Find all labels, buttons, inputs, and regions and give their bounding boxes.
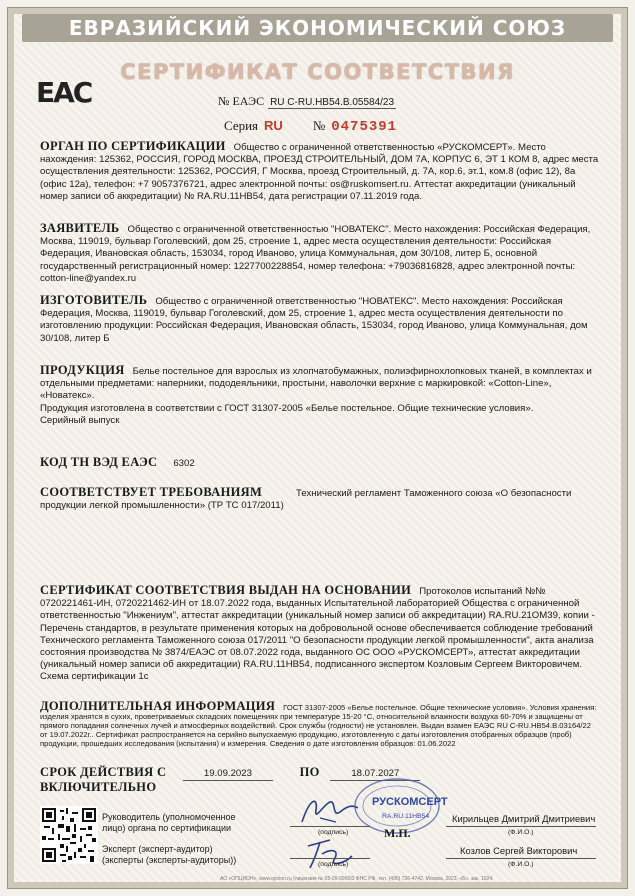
- applicant-section: [40, 222, 600, 285]
- head-name-hint: (Ф.И.О.): [508, 829, 534, 836]
- manufacturer-text: Общество с ограниченной ответственностью "НОВАТЕКС". Место нахождения: Российская Федерация, Москва, 119019, бульвар Гоголевский, дом 25, строение 1, адрес места осуществления деятельности по изготовлению продукции: Российская Федерация, Ивановская область, 153034, город Иваново, улица Коммунальная, дом 30/108, литер Б: [40, 296, 588, 344]
- series-row: [224, 118, 397, 135]
- hs-code-heading: КОД ТН ВЭД ЕАЭС: [40, 455, 158, 469]
- requirements-heading: СООТВЕТСТВУЕТ ТРЕБОВАНИЯМ: [40, 485, 263, 499]
- manufacturer-heading: ИЗГОТОВИТЕЛЬ: [40, 293, 148, 307]
- qr-code: [40, 806, 98, 864]
- product-standard: Продукция изготовлена в соответствии с ГОСТ 31307-2005 «Белье постельное. Общие технические условия».: [40, 402, 534, 414]
- validity-heading: СРОК ДЕЙСТВИЯ С: [40, 765, 167, 779]
- requirements-section: [40, 486, 600, 512]
- body-heading: ОРГАН ПО СЕРТИФИКАЦИИ: [40, 139, 226, 153]
- product-heading: ПРОДУКЦИЯ: [40, 363, 125, 377]
- validity-inclusive: ВКЛЮЧИТЕЛЬНО: [40, 780, 157, 795]
- cert-number-label: № ЕАЭС: [218, 94, 265, 108]
- requirements-text: Технический регламент Таможенного союза «О безопасности продукции легкой промышленности» (ТР ТС 017/2011): [40, 488, 572, 512]
- head-signature-line: [290, 826, 370, 827]
- validity-section: [40, 766, 600, 795]
- head-label: Руководитель (уполномоченное лицо) органа по сертификации: [102, 812, 236, 833]
- series-value: RU: [264, 118, 283, 133]
- validity-from: 19.09.2023: [183, 768, 273, 781]
- additional-info-text: ГОСТ 31307-2005 «Белье постельное. Общие технические условия». Условия хранения: изделия хранятся в сухих, проветриваемых складских помещениях при температуре 15-20 °С, относительной влажности воздуха 60-70% и защищены от прямого попадания солнечных лучей и атмосферных воздействий. Срок службы (годности) не установлен. Выдан взамен ЕАЭС RU С-RU.НВ54.В.03164/22 от 19.07.2022г.. Сертификат распространяется на серийно выпускаемую продукцию, изготовленную с даты изготовления отобранных образцов (проб) продукции, прошедших исследования (испытания) и измерения. Сведения о дате изготовления образцов: 01.06.2022: [40, 703, 597, 748]
- basis-text: Протоколов испытаний №№ 0720221461-ИН, 0720221462-ИН от 18.07.2022 года, выданных Испытательной лабораторией Общества с ограниченной ответственностью "Инжениум", аттестат аккредитации (уникальный номер записи об аккредитации) RA.RU.21ОМ39, копии - Перечень стандартов, в результате применения которых на добровольной основе обеспечивается соблюдение требований Технического регламента Таможенного союза 017/2011 "О безопасности продукции легкой промышленности", акта анализа состояния производства № 3874/ЕАЭС от 08.07.2022 года, выданного ОС ООО «РУСКОМСЕРТ», аттестат аккредитации (уникальный номер записи об аккредитации) RA.RU.11НВ54, подписанного экспертом Козловым Сергеем Викторовичем.: [40, 586, 595, 671]
- cert-number-value: RU С-RU.НВ54.В.05584/23: [270, 97, 395, 108]
- product-serial: Серийный выпуск: [40, 414, 120, 426]
- head-name-line: [446, 826, 596, 827]
- expert-name-line: [446, 858, 596, 859]
- number-sign: №: [312, 118, 326, 133]
- expert-label: Эксперт (эксперт-аудитор) (эксперты (эксперты-аудиторы)): [102, 844, 237, 865]
- stamp-registration: RA.RU.11НВ54: [382, 813, 430, 820]
- expert-signature-hint: (подпись): [318, 861, 349, 868]
- printer-footer: АО «ОПЦИОН», www.opcion.ru (лицензия № 05-05-09/003 ФНС РФ, тел. (495) 726-4742, Москва, 2023, «Б». зак. 1024.: [220, 876, 494, 882]
- certification-body-section: [40, 140, 600, 203]
- expert-name: Козлов Сергей Викторович: [460, 845, 578, 856]
- series-label: Серия: [224, 118, 259, 133]
- basis-heading: СЕРТИФИКАТ СООТВЕТСТВИЯ ВЫДАН НА ОСНОВАНИИ: [40, 583, 412, 597]
- validity-to-label: ПО: [299, 765, 320, 779]
- product-text: Белье постельное для взрослых из хлопчатобумажных, полиэфирнохлопковых тканей, в комплектах и отдельными предметами: наперники, пододеяльники, простыни, наволочки верхние с маркировкой: «Cotton-Line», «Новатекс».: [40, 366, 592, 402]
- seal-place-label: М.П.: [384, 826, 411, 840]
- hs-code-section: [40, 456, 600, 470]
- expert-name-hint: (Ф.И.О.): [508, 861, 534, 868]
- body-text: Общество с ограниченной ответственностью «РУСКОМСЕРТ». Место нахождения: 125362, РОССИЯ, ГОРОД МОСКВА, ПРОЕЗД СТРОИТЕЛЬНЫЙ, ДОМ 7А, КОРПУС 6, ЭТ 1 КОМ 8, адрес места осуществления деятельности: 125362, РОССИЯ, Г Москва, проезд Строительный, д. 7А, кор.6, эт.1, ком.8 (офис 12), 8а (офис 12а), телефон: +7 9057376721, адрес электронной почты: os@ruskomsert.ru. Аттестат аккредитации (уникальный номер записи об аккредитации) № RA.RU.11НВ54, дата регистрации 07.11.2019 года.: [40, 142, 599, 202]
- certificate-number: [218, 94, 396, 109]
- product-section: [40, 364, 600, 427]
- form-number: 0475391: [331, 119, 398, 135]
- head-name: Кирильцев Дмитрий Дмитриевич: [452, 813, 596, 824]
- validity-to: 18.07.2027: [330, 768, 420, 781]
- applicant-heading: ЗАЯВИТЕЛЬ: [40, 221, 120, 235]
- expert-signature-line: [290, 858, 370, 859]
- basis-section: [40, 584, 600, 684]
- certification-scheme: Схема сертификации 1с: [40, 671, 149, 683]
- union-banner: ЕВРАЗИЙСКИЙ ЭКОНОМИЧЕСКИЙ СОЮЗ: [22, 14, 613, 42]
- additional-info-section: [40, 699, 600, 748]
- certificate-title: СЕРТИФИКАТ СООТВЕТСТВИЯ: [120, 60, 515, 84]
- manufacturer-section: [40, 294, 600, 345]
- additional-info-heading: ДОПОЛНИТЕЛЬНАЯ ИНФОРМАЦИЯ: [40, 699, 276, 713]
- applicant-text: Общество с ограниченной ответственностью "НОВАТЕКС". Место нахождения: Российская Федерация, Москва, 119019, бульвар Гоголевский, дом 25, строение 1, адрес места осуществления деятельности: Российская Федерация, Ивановская область, 153034, город Иваново, улица Коммунальная, дом 30/108, литер Б, основной государственный регистрационный номер: 1227700228854, номер телефона: +79036816828, адрес электронной почты: cotton-line@yandex.ru: [40, 224, 591, 284]
- head-signature-hint: (подпись): [318, 829, 349, 836]
- hs-code-value: 6302: [173, 458, 195, 469]
- eac-logo: ЕАС: [36, 76, 92, 109]
- stamp-name: РУСКОМСЕРТ: [372, 796, 448, 808]
